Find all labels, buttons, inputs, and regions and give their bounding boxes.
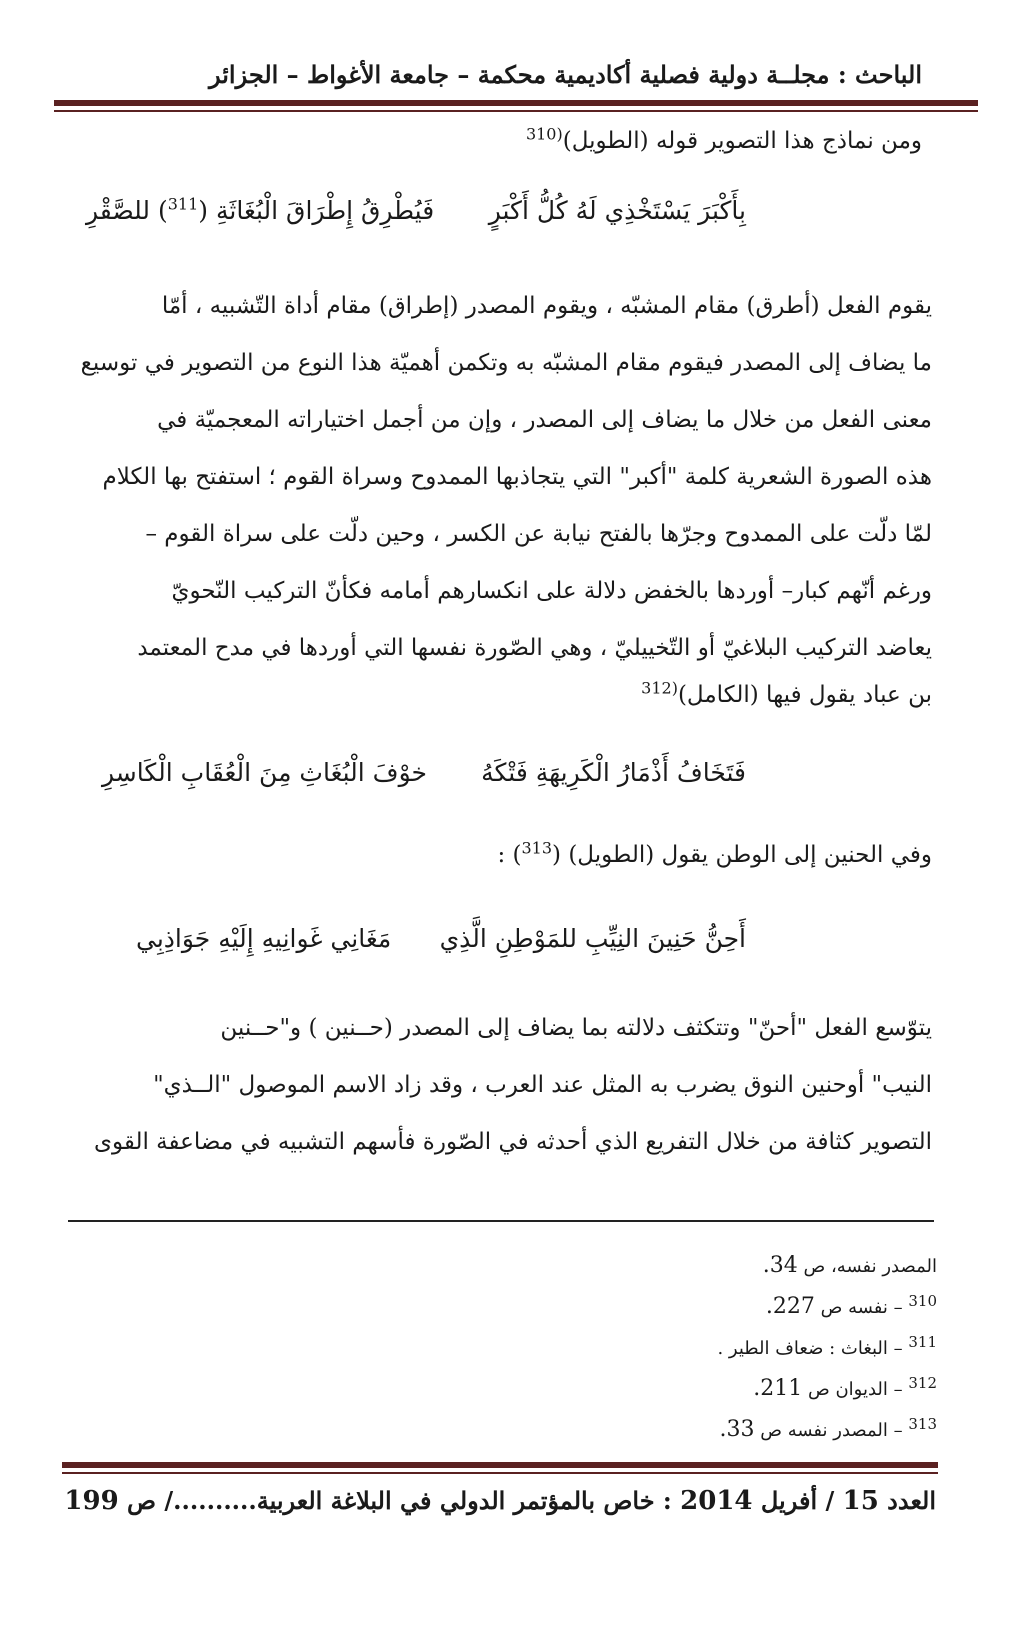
verse-1 [80, 196, 932, 240]
footnote-ref-312: (312 [641, 678, 678, 698]
footer-separator: / [817, 1486, 843, 1515]
footnote-item [237, 1240, 937, 1281]
intro-line [222, 124, 922, 154]
footer-rule-thick [62, 1462, 938, 1468]
footnote-text: – المصدر نفسه ص [754, 1420, 909, 1441]
footnote-text: المصدر نفسه، ص [797, 1256, 937, 1277]
footnote-ref-313: 313 [521, 838, 553, 858]
verse-1-first-hemistich: بِأَكْبَرَ يَسْتَخْذِي لَهُ كُلُّ أَكْبَرٍ [488, 196, 746, 225]
verse-3 [80, 924, 932, 968]
paragraph-line: معنى الفعل من خلال ما يضاف إلى المصدر ، وإن من أجمل اختياراته المعجميّة في [157, 407, 932, 433]
footnote-page: 227. [765, 1294, 815, 1319]
footnote-ref-311: 311 [167, 194, 199, 214]
paragraph-2 [60, 1000, 932, 1171]
nostalgia-text: وفي الحنين إلى الوطن يقول (الطويل) ( [552, 842, 932, 868]
nostalgia-tail: ) : [497, 842, 522, 868]
verse-1-second-text: فَيُطْرِقُ إِطْرَاقَ الْبُغَاثَةِ ( [198, 196, 435, 225]
footnote-item [237, 1363, 937, 1404]
footnote-text: – الديوان ص [802, 1379, 909, 1400]
page-number: 199 [64, 1486, 119, 1516]
year: 2014 [680, 1486, 753, 1516]
paragraph-line: يعاضد التركيب البلاغيّ أو التّخييليّ ، وهي الصّورة نفسها التي أوردها في مدح المعتمد [137, 635, 932, 661]
footnote-number: 312 [908, 1374, 937, 1392]
footnote-page: 211. [753, 1376, 803, 1401]
nostalgia-line [497, 838, 932, 868]
footnote-text: – البغاث : ضعاف الطير . [717, 1338, 909, 1359]
header-rule-thick [54, 100, 978, 106]
paragraph-1 [60, 278, 932, 677]
issue-label: العدد [887, 1486, 936, 1515]
footer-rule-thin [62, 1472, 938, 1474]
footnote-number: 313 [908, 1415, 937, 1433]
footnote-item [237, 1322, 937, 1363]
footer-special: : خاص بالمؤتمر الدولي في البلاغة العربية........../ ص [118, 1486, 681, 1515]
paragraph-line: يتوّسع الفعل "أحنّ" وتتكثف دلالته بما يضاف إلى المصدر (حــنين ) و"حــنين [220, 1015, 932, 1041]
footnote-ref-310: (310 [525, 124, 563, 144]
footnotes [237, 1240, 937, 1445]
footnote-item [237, 1404, 937, 1445]
intro-text: ومن نماذج هذا التصوير قوله (الطويل) [562, 128, 922, 154]
header-rule-thin [54, 110, 978, 112]
verse-1-second-tail: ) للصَّقْرِ [86, 196, 168, 225]
date-label: أفريل [760, 1486, 818, 1515]
page-footer [64, 1486, 936, 1516]
verse-3-second-hemistich: مَغَانِي غَوانِيهِ إِلَيْهِ جَوَاذِبِي [136, 924, 392, 953]
footnote-page: 34. [762, 1253, 798, 1278]
paragraph-line: يقوم الفعل (أطرق) مقام المشبّه ، ويقوم المصدر (إطراق) مقام أداة التّشبيه ، أمّا [161, 293, 932, 319]
paragraph-line: ورغم أنّهم كبار– أوردها بالخفض دلالة على انكسارهم أمامه فكأنّ التركيب النّحويّ [171, 578, 932, 604]
paragraph-1-last-text: بن عباد يقول فيها (الكامل) [677, 682, 932, 708]
paragraph-line: ما يضاف إلى المصدر فيقوم مقام المشبّه به وتكمن أهميّة هذا النوع من التصوير في توسيع [80, 350, 932, 376]
journal-header: الباحث : مجلــة دولية فصلية أكاديمية محكمة – جامعة الأغواط – الجزائر [209, 60, 922, 89]
footnote-page: 33. [719, 1417, 755, 1442]
issue-number: 15 [842, 1486, 879, 1516]
footnote-text: – نفسه ص [814, 1297, 909, 1318]
verse-3-first-hemistich: أَحِنُّ حَنِينَ النِيِّبِ للمَوْطِنِ الَّذِي [439, 924, 746, 953]
footnote-item [237, 1281, 937, 1322]
paragraph-line: التصوير كثافة من خلال التفريع الذي أحدثه في الصّورة فأسهم التشبيه في مضاعفة القوى [93, 1129, 932, 1155]
footnote-number: 311 [908, 1333, 937, 1351]
verse-2-second-hemistich: خوْفَ الْبُغَاثِ مِنَ الْعُقَابِ الْكَاسِرِ [102, 758, 427, 787]
paragraph-line: لمّا دلّت على الممدوح وجرّها بالفتح نيابة عن الكسر ، وحين دلّت على سراة القوم – [145, 521, 932, 547]
footnote-separator [68, 1220, 934, 1222]
paragraph-line: النيب" أوحنين النوق يضرب به المثل عند العرب ، وقد زاد الاسم الموصول "الــذي" [153, 1072, 932, 1098]
footnote-number: 310 [908, 1292, 937, 1310]
verse-2-first-hemistich: فَتَخَافُ أَذْمَارُ الْكَرِيهَةِ فَتْكَهُ [481, 758, 746, 787]
paragraph-line: هذه الصورة الشعرية كلمة "أكبر" التي يتجاذبها الممدوح وسراة القوم ؛ استفتح بها الكلام [102, 464, 932, 490]
verse-2 [80, 758, 932, 802]
verse-1-second-hemistich [86, 196, 434, 225]
paragraph-1-last-line [641, 678, 932, 708]
